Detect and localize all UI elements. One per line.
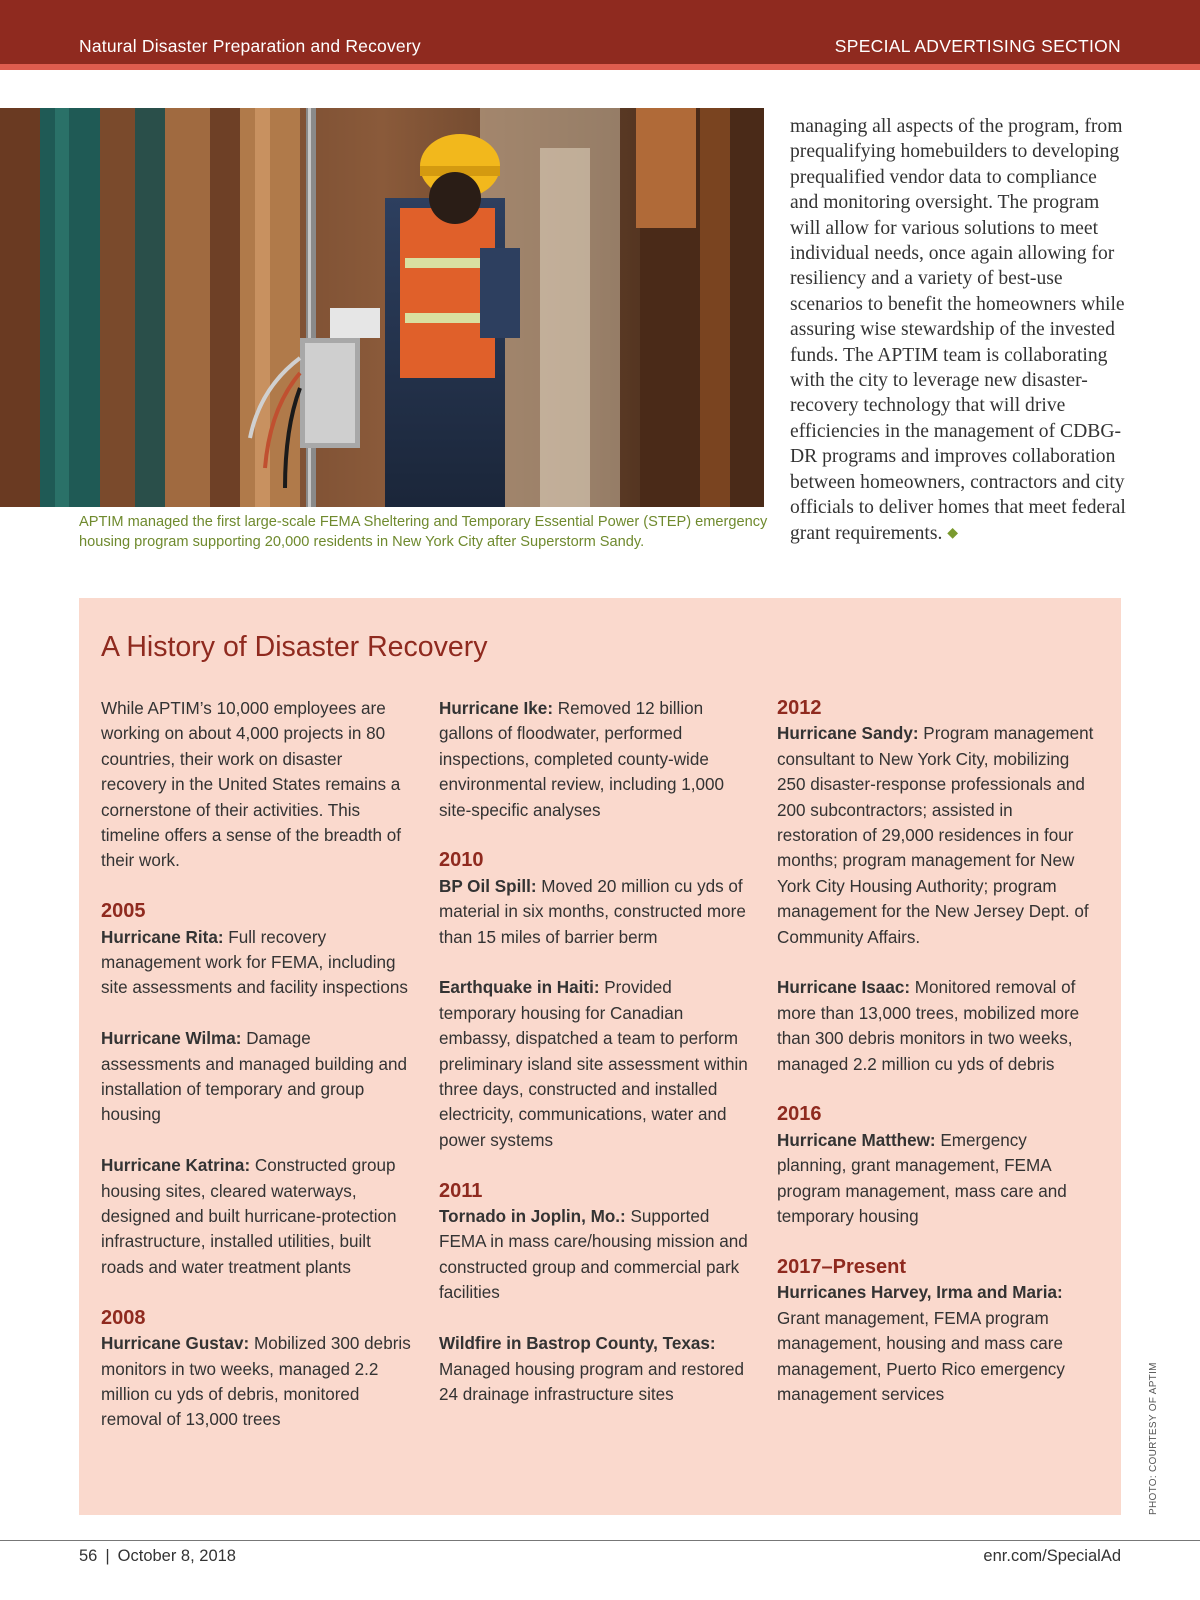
article-text: managing all aspects of the program, from prequalifying homebuilders to developing prequalified vendor data to compliance and monitoring oversight. The program will allow for various solutions to meet individual needs, once again allowing for resiliency and a variety of best-use scenarios to benefit the homeowners while assuring wise stewardship of the invested funds. The APTIM team is collaborating with the city to leverage new disaster-recovery technology that will drive efficiencies in the management of CDBG-DR programs and improves collaboration between homeowners, contractors and city officials to deliver homes that meet federal grant requirements. [790,116,1126,544]
year-heading: 2017–Present [777,1255,906,1278]
footer-url[interactable]: enr.com/SpecialAd [983,1547,1121,1565]
timeline-entry [777,1128,1097,1230]
event-name: Hurricane Gustav: [101,1334,250,1354]
timeline-column-1 [101,696,411,1433]
footer-divider [0,1540,1200,1541]
timeline-entry [439,1331,749,1407]
event-name: Hurricane Ike: [439,699,554,718]
section-title: Natural Disaster Preparation and Recovery [79,36,421,56]
event-text: Constructed group housing sites, cleared waterways, designed and built hurricane-protection infrastructure, installed utilities, built roads and water treatment plants [101,1156,397,1277]
worker-photo [0,108,764,507]
timeline-entry [101,1026,411,1128]
timeline-entry [101,1153,411,1280]
event-text: Program management consultant to New York City, mobilizing 250 disaster-response professionals and 200 subcontractors; assisted in restoration of 29,000 residences in four months; program management for New York City Housing Authority; program management for the New Jersey Dept. of Community Affairs. [777,724,1094,947]
header-stripe [0,64,1200,70]
timeline-entry [777,721,1097,950]
year-heading: 2016 [777,1103,822,1126]
photo-illustration [0,108,764,507]
year-heading: 2011 [439,1179,483,1202]
history-sidebar [79,598,1121,1515]
year-heading: 2012 [777,697,822,719]
event-text: Full recovery management work for FEMA, including site assessments and facility inspections [101,927,408,998]
event-name: Hurricane Wilma: [101,1029,242,1049]
end-mark-icon: ◆ [947,525,959,541]
advertising-label: SPECIAL ADVERTISING SECTION [834,36,1121,56]
photo-caption: APTIM managed the first large-scale FEMA Sheltering and Temporary Essential Power (STEP) emergency housing program supporting 20,000 residents in New York City after Superstorm Sandy. [79,514,768,550]
article-body [790,114,1130,546]
timeline-entry [439,1204,749,1306]
timeline-entry [777,975,1097,1077]
event-text: Damage assessments and managed building and installation of temporary and group housing [101,1029,407,1125]
timeline-entry [439,975,749,1153]
sidebar-title: A History of Disaster Recovery [101,631,488,663]
event-text: Mobilized 300 debris monitors in two weeks, managed 2.2 million cu yds of debris, monitored removal of 13,000 trees [101,1334,411,1430]
year-heading: 2010 [439,849,484,872]
year-heading: 2008 [101,1306,146,1329]
event-text: Moved 20 million cu yds of material in six months, constructed more than 15 miles of barrier berm [439,876,746,947]
timeline-column-2 [439,696,749,1407]
timeline-entry [439,874,749,950]
event-name: BP Oil Spill: [439,876,537,896]
event-name: Hurricane Matthew: [777,1130,936,1150]
event-text: Grant management, FEMA program management, housing and mass care management, Puerto Rico emergency management services [777,1308,1065,1404]
event-name: Hurricane Katrina: [101,1156,251,1176]
event-name: Hurricane Rita: [101,927,224,947]
event-text: Removed 12 billion gallons of floodwater, performed inspections, completed county-wide environmental review, including 1,000 site-specific analyses [439,699,725,820]
event-name: Hurricane Sandy: [777,724,919,744]
footer-page-info [79,1547,236,1566]
event-name: Tornado in Joplin, Mo.: [439,1207,626,1227]
timeline-entry [777,1280,1097,1407]
event-text: Managed housing program and restored 24 drainage infrastructure sites [439,1359,745,1404]
year-heading: 2005 [101,900,146,923]
event-name: Earthquake in Haiti: [439,978,600,998]
event-name: Wildfire in Bastrop County, Texas: [439,1334,716,1354]
timeline-column-3 [777,696,1097,1407]
photo-credit: PHOTO: COURTESY OF APTIM [1148,1362,1159,1515]
timeline-entry [439,696,749,823]
event-name: Hurricane Isaac: [777,978,911,998]
event-text: Monitored removal of more than 13,000 trees, mobilized more than 300 debris monitors in two weeks, managed 2.2 million cu yds of debris [777,978,1080,1074]
timeline-entry [101,925,411,1001]
event-text: Supported FEMA in mass care/housing mission and constructed group and commercial park facilities [439,1207,748,1303]
issue-date: October 8, 2018 [117,1547,236,1565]
intro-text: While APTIM’s 10,000 employees are working on about 4,000 projects in 80 countries, their work on disaster recovery in the United States remains a cornerstone of their activities. This timeline offers a sense of the breadth of their work. [101,699,401,871]
event-name: Hurricanes Harvey, Irma and Maria: [777,1283,1063,1303]
event-text: Provided temporary housing for Canadian embassy, dispatched a team to perform preliminary island site assessment within three days, constructed and installed electricity, communications, water and power systems [439,978,748,1150]
timeline-entry [101,1331,411,1433]
footer-separator: | [105,1547,110,1565]
event-text: Emergency planning, grant management, FEMA program management, mass care and temporary housing [777,1130,1067,1227]
page-number: 56 [79,1547,98,1565]
